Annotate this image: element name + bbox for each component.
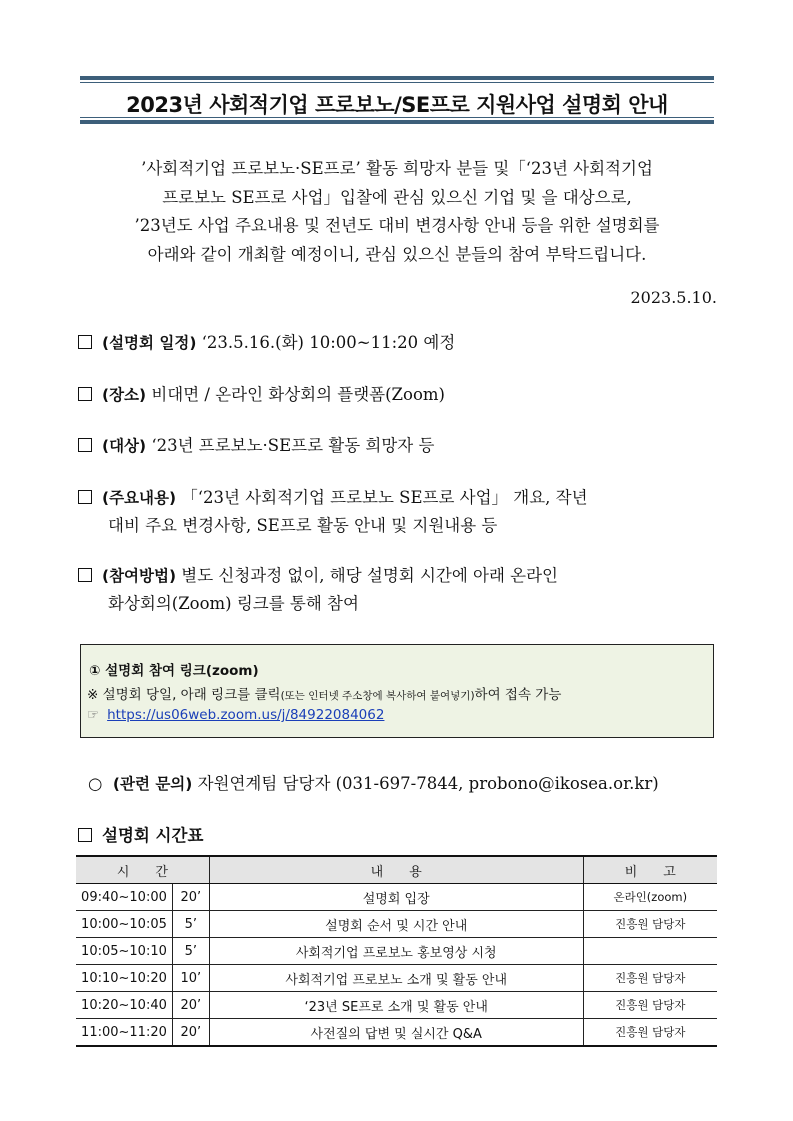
schedule-heading-text: 설명회 시간표 (102, 826, 204, 845)
page-title: 2023년 사회적기업 프로보노/SE프로 지원사업 설명회 안내 (126, 93, 668, 117)
zoom-url-link[interactable]: https://us06web.zoom.us/j/84922084062 (107, 707, 385, 723)
zoom-link-box (80, 644, 714, 738)
intro-line: ’23년도 사업 주요내용 및 전년도 대비 변경사항 안내 등을 위한 설명회를 (134, 216, 660, 235)
item-label: (주요내용) (102, 489, 177, 507)
duration-cell: 20’ (172, 992, 209, 1019)
item-schedule (78, 329, 718, 357)
item-label: (설명회 일정) (102, 334, 197, 352)
zoom-note-prefix: ※ 설명회 당일, 아래 링크를 클릭 (87, 687, 281, 703)
schedule-heading (78, 822, 203, 846)
intro-line: 아래와 같이 개최할 예정이니, 관심 있으신 분들의 참여 부탁드립니다. (147, 244, 647, 264)
zoom-note-small: (또는 인터넷 주소창에 복사하여 붙여넣기) (280, 690, 475, 702)
zoom-note-suffix: 하여 접속 가능 (474, 687, 562, 703)
checkbox-icon (78, 568, 92, 582)
content-cell: 사회적기업 프로보노 소개 및 활동 안내 (209, 965, 583, 992)
time-cell: 10:10~10:20 (76, 965, 172, 992)
note-cell: 진흥원 담당자 (583, 1019, 717, 1047)
item-text: 비대면 / 온라인 화상회의 플랫폼(Zoom) (146, 385, 445, 404)
note-cell: 온라인(zoom) (583, 884, 717, 911)
zoom-heading: ① 설명회 참여 링크(zoom) (89, 663, 259, 679)
item-label: (참여방법) (102, 567, 177, 585)
time-cell: 10:05~10:10 (76, 938, 172, 965)
content-cell: 설명회 순서 및 시간 안내 (209, 911, 583, 938)
note-cell (583, 938, 717, 965)
table-row (76, 911, 717, 938)
title-box (80, 76, 714, 124)
duration-cell: 5’ (172, 911, 209, 938)
item-text: 별도 신청과정 없이, 해당 설명회 시간에 아래 온라인 (176, 566, 558, 585)
checkbox-icon (78, 438, 92, 452)
item-label: (대상) (102, 437, 147, 455)
content-cell: 설명회 입장 (209, 884, 583, 911)
table-row (76, 938, 717, 965)
item-participation (78, 562, 718, 618)
content-cell: 사회적기업 프로보노 홍보영상 시청 (209, 938, 583, 965)
duration-cell: 20’ (172, 1019, 209, 1047)
checkbox-icon (78, 490, 92, 504)
zoom-note (87, 683, 561, 703)
intro-paragraph (76, 155, 718, 269)
note-cell: 진흥원 담당자 (583, 992, 717, 1019)
time-cell: 10:20~10:40 (76, 992, 172, 1019)
contact-text: 자원연계팀 담당자 (031-697-7844, probono@ikosea.or.kr) (192, 774, 659, 793)
item-text-continued: 화상회의(Zoom) 링크를 통해 참여 (108, 594, 359, 613)
item-text-continued: 대비 주요 변경사항, SE프로 활동 안내 및 지원내용 등 (108, 516, 498, 535)
item-text: ‘23년 프로보노·SE프로 활동 희망자 등 (146, 436, 435, 455)
contact-label: (관련 문의) (112, 775, 193, 793)
time-cell: 10:00~10:05 (76, 911, 172, 938)
content-cell: 사전질의 답변 및 실시간 Q&A (209, 1019, 583, 1047)
duration-cell: 5’ (172, 938, 209, 965)
circle-bullet-icon: ○ (88, 774, 103, 793)
note-cell: 진흥원 담당자 (583, 965, 717, 992)
item-text: 「‘23년 사회적기업 프로보노 SE프로 사업」 개요, 작년 (176, 488, 588, 507)
content-cell: ‘23년 SE프로 소개 및 활동 안내 (209, 992, 583, 1019)
schedule-table (76, 855, 717, 1047)
item-text: ‘23.5.16.(화) 10:00~11:20 예정 (196, 333, 456, 352)
table-row (76, 965, 717, 992)
checkbox-icon (78, 387, 92, 401)
item-target (78, 432, 718, 460)
checkbox-icon (78, 828, 92, 842)
item-location (78, 381, 718, 409)
header-time: 시 간 (76, 856, 209, 884)
table-row (76, 1019, 717, 1047)
duration-cell: 20’ (172, 884, 209, 911)
pointing-hand-icon: ☞ (87, 707, 100, 723)
table-row (76, 992, 717, 1019)
zoom-url-row (87, 707, 384, 723)
contact-line (88, 770, 659, 794)
notice-date: 2023.5.10. (630, 288, 717, 307)
header-content: 내 용 (209, 856, 583, 884)
intro-line: 프로보노 SE프로 사업」입찰에 관심 있으신 기업 및 을 대상으로, (162, 187, 632, 207)
time-cell: 11:00~11:20 (76, 1019, 172, 1047)
header-note: 비 고 (583, 856, 717, 884)
table-header-row (76, 856, 717, 884)
table-row (76, 884, 717, 911)
item-main-content (78, 484, 718, 540)
note-cell: 진흥원 담당자 (583, 911, 717, 938)
intro-line: ’사회적기업 프로보노·SE프로’ 활동 희망자 분들 및「‘23년 사회적기업 (141, 159, 653, 178)
item-label: (장소) (102, 386, 147, 404)
checkbox-icon (78, 335, 92, 349)
time-cell: 09:40~10:00 (76, 884, 172, 911)
duration-cell: 10’ (172, 965, 209, 992)
